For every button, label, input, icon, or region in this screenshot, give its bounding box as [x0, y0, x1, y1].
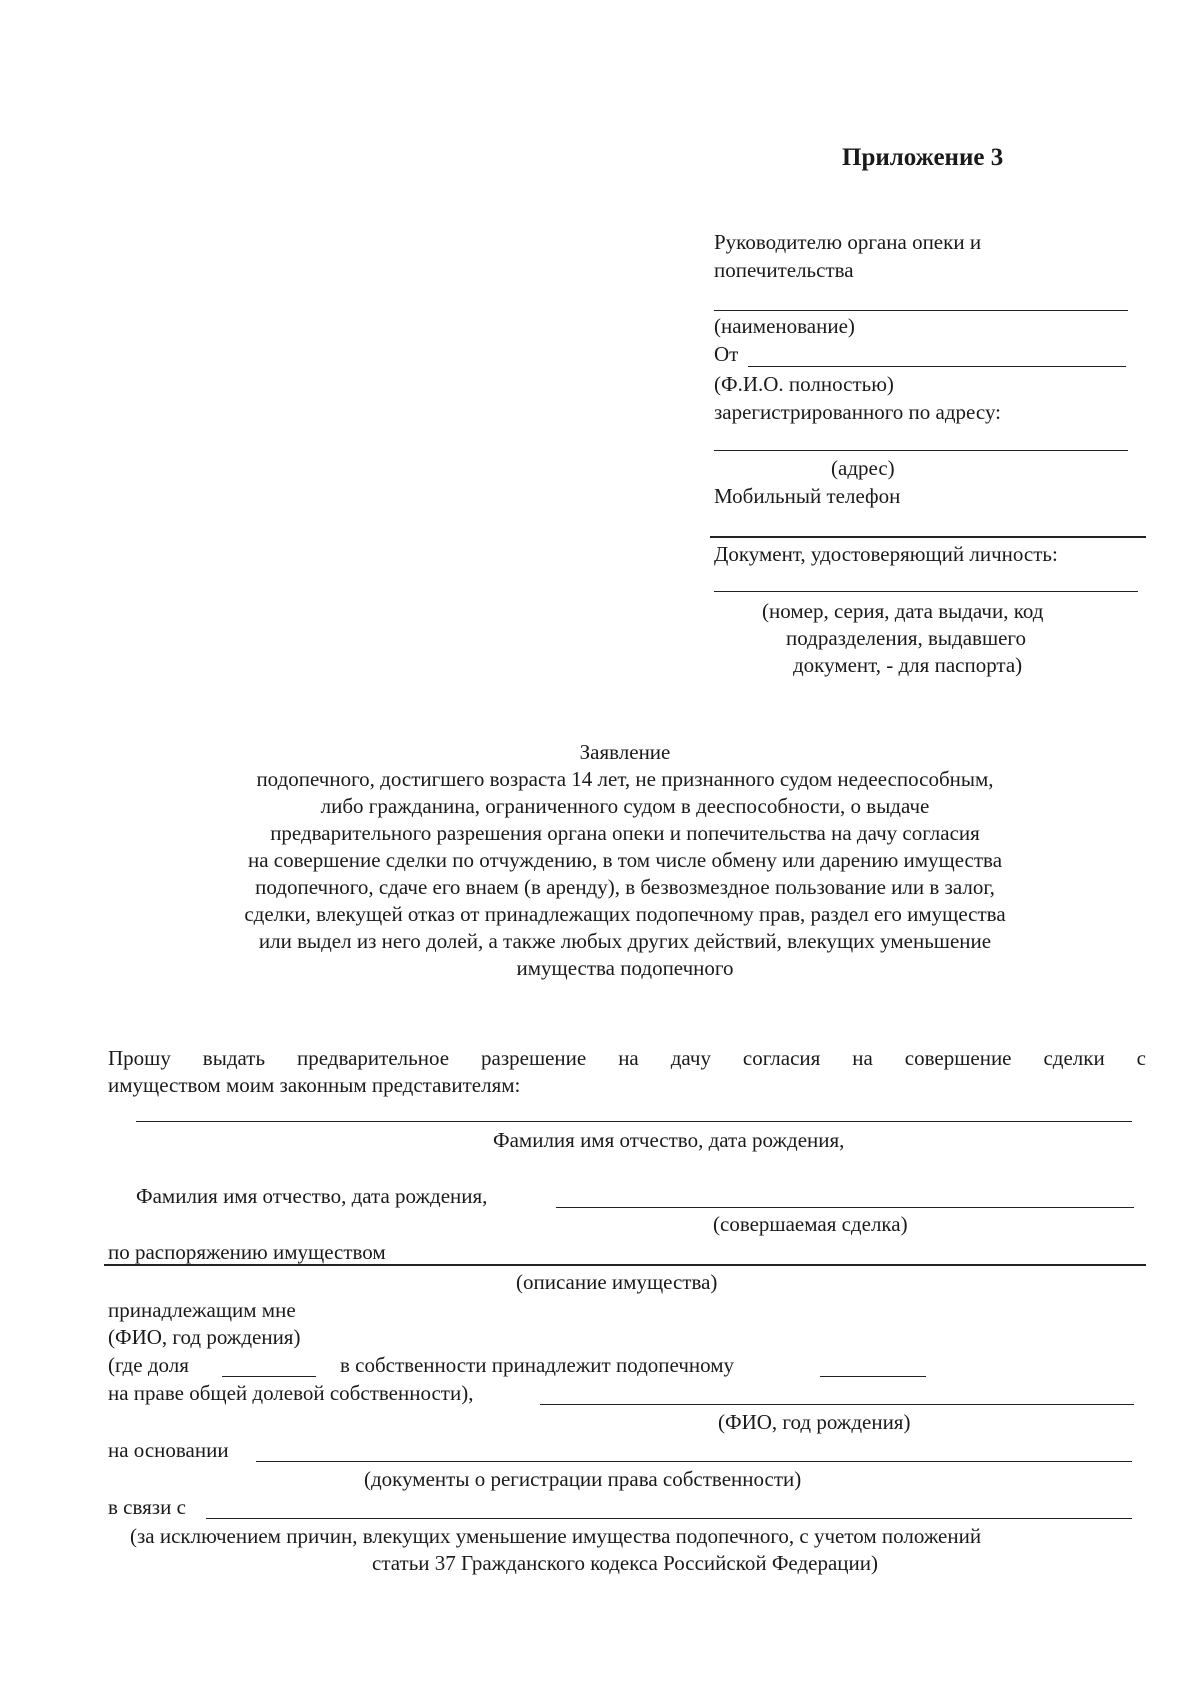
id-doc-line[interactable]: [714, 591, 1138, 592]
address-hint: (адрес): [831, 456, 895, 480]
fio-label: Фамилия имя отчество, дата рождения,: [136, 1184, 488, 1208]
basis-line[interactable]: [256, 1461, 1132, 1462]
co-owner-line[interactable]: [540, 1404, 1134, 1405]
statement-line-5: подопечного, сдаче его внаем (в аренду), в безвозмездное пользование или в залог,: [255, 875, 995, 899]
from-label: От: [714, 342, 739, 366]
address-line[interactable]: [714, 450, 1128, 451]
phone-line[interactable]: [710, 536, 1146, 538]
property-hint: (описание имущества): [516, 1270, 718, 1294]
statement-line-4: на совершение сделки по отчуждению, в том числе обмену или дарению имущества: [247, 848, 1003, 872]
basis-label: на основании: [108, 1438, 229, 1462]
authority-name-hint: (наименование): [714, 314, 855, 338]
statement-line-7: или выдел из него долей, а также любых других действий, влекущих уменьшение: [258, 929, 992, 953]
shared-ownership-label: на праве общей долевой собственности),: [108, 1381, 474, 1405]
ward-blank[interactable]: [820, 1376, 926, 1377]
appendix-title: Приложение 3: [842, 144, 1004, 171]
from-fio-line[interactable]: [748, 366, 1126, 367]
reason-hint-1: (за исключением причин, влекущих уменьшение имущества подопечного, с учетом положений: [130, 1524, 982, 1548]
reason-label: в связи с: [108, 1495, 186, 1519]
disposal-line[interactable]: [104, 1264, 1146, 1266]
basis-hint: (документы о регистрации права собственности): [364, 1467, 802, 1491]
addressee-line-1: Руководителю органа опеки и: [714, 230, 982, 254]
statement-line-1: подопечного, достигшего возраста 14 лет, не признанного судом недееспособным,: [256, 767, 994, 791]
statement-heading: Заявление: [579, 740, 671, 764]
reason-line[interactable]: [206, 1518, 1132, 1519]
registered-label: зарегистрированного по адресу:: [714, 400, 1001, 424]
reason-hint-2: статьи 37 Гражданского кодекса Российской Федерации): [372, 1551, 878, 1575]
authority-name-line[interactable]: [714, 310, 1128, 311]
representatives-line[interactable]: [136, 1121, 1132, 1122]
fio-hint: (Ф.И.О. полностью): [714, 372, 894, 396]
fio-year-hint-2: (ФИО, год рождения): [718, 1410, 911, 1434]
deal-line[interactable]: [556, 1207, 1134, 1208]
share-prefix: (где доля: [108, 1353, 189, 1377]
addressee-line-2: попечительства: [714, 258, 854, 282]
fio-caption: Фамилия имя отчество, дата рождения,: [493, 1128, 845, 1152]
id-doc-hint-2: подразделения, выдавшего: [786, 626, 1027, 650]
disposal-label: по распоряжению имуществом: [108, 1240, 386, 1264]
id-doc-hint-3: документ, - для паспорта): [793, 653, 1023, 677]
request-line-1: Прошу выдать предварительное разрешение на дачу согласия на совершение сделки с: [108, 1046, 1146, 1070]
share-middle: в собственности принадлежит подопечному: [340, 1353, 735, 1377]
statement-line-2: либо гражданина, ограниченного судом в дееспособности, о выдаче: [320, 794, 930, 818]
request-line-2: имуществом моим законным представителям:: [108, 1073, 521, 1097]
id-doc-label: Документ, удостоверяющий личность:: [714, 542, 1058, 566]
statement-line-8: имущества подопечного: [516, 956, 734, 980]
id-doc-hint-1: (номер, серия, дата выдачи, код: [762, 599, 1044, 623]
statement-line-3: предварительного разрешения органа опеки и попечительства на дачу согласия: [270, 821, 980, 845]
phone-label: Мобильный телефон: [714, 484, 901, 508]
fio-year-hint: (ФИО, год рождения): [108, 1325, 301, 1349]
belonging-label: принадлежащим мне: [108, 1298, 296, 1322]
deal-hint: (совершаемая сделка): [713, 1212, 908, 1236]
share-blank[interactable]: [222, 1376, 316, 1377]
statement-line-6: сделки, влекущей отказ от принадлежащих подопечному прав, раздел его имущества: [244, 902, 1006, 926]
